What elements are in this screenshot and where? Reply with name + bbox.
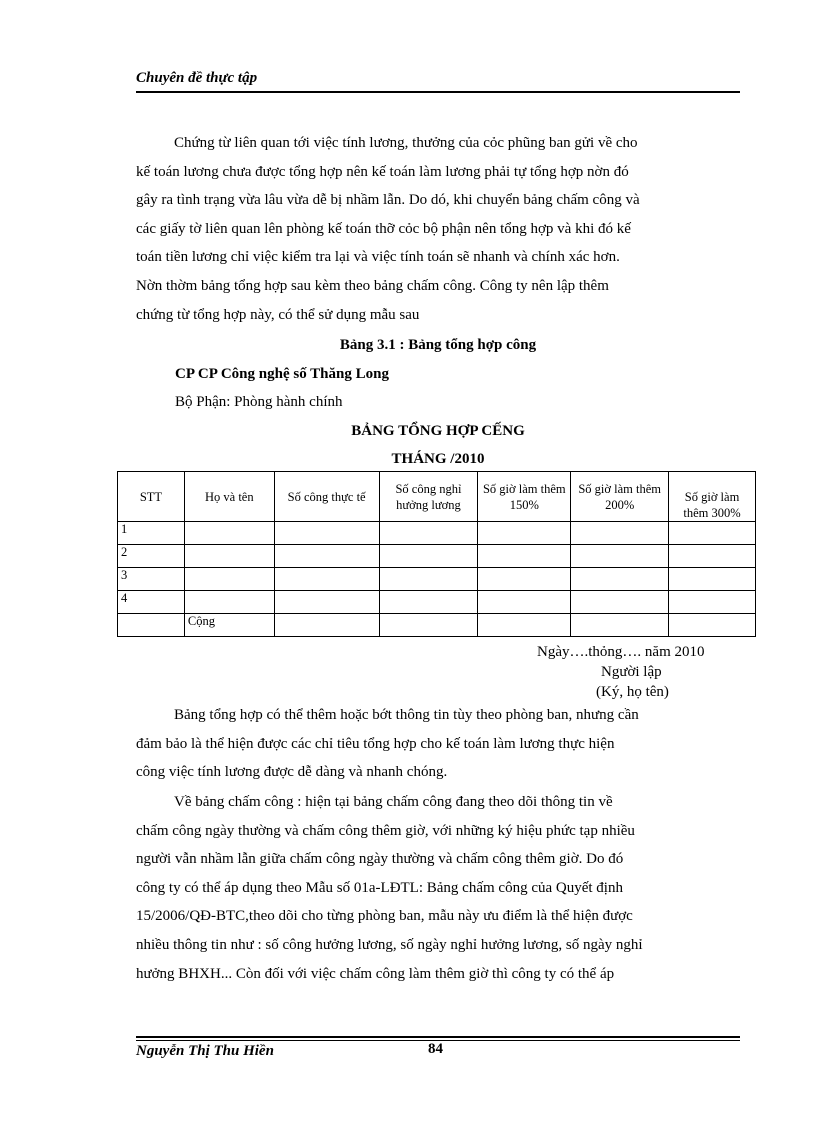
paragraph-line: đảm bảo là thể hiện được các chỉ tiêu tổng hợp cho kế toán làm lương thực hiện <box>136 735 615 752</box>
signature-role: Người lập <box>601 664 662 680</box>
table-cell <box>478 522 571 545</box>
page-header-title: Chuyên đề thực tập <box>136 70 258 86</box>
table-cell <box>118 614 185 637</box>
table-cell <box>184 591 274 614</box>
table-cell <box>379 591 478 614</box>
col-header-overtime-300: Số giờ làm thêm 300% <box>669 472 756 522</box>
paragraph-line: công việc tính lương được dễ dàng và nhanh chóng. <box>136 764 448 781</box>
signature-date: Ngày….thỏng…. năm 2010 <box>537 644 705 660</box>
signature-note: (Ký, họ tên) <box>596 684 669 700</box>
paragraph-line: nhiều thông tin như : số công hưởng lương, số ngày nghỉ hưởng lương, số ngày nghỉ <box>136 936 643 953</box>
table-cell <box>669 545 756 568</box>
paragraph-line: 15/2006/QĐ-BTC,theo dõi cho từng phòng ban, mẫu này ưu điểm là thể hiện được <box>136 908 633 925</box>
summary-table <box>117 471 756 637</box>
paragraph-line: Nờn thờm bảng tổng hợp sau kèm theo bảng chấm công. Công ty nên lập thêm <box>136 277 609 294</box>
table-cell <box>571 568 669 591</box>
col-header-overtime-200: Số giờ làm thêm 200% <box>571 472 669 522</box>
paragraph-line: gây ra tình trạng vừa lâu vừa dễ bị nhầm lẫn. Do dó, khi chuyển bảng chấm công và <box>136 192 640 209</box>
col-header-overtime-150: Số giờ làm thêm 150% <box>478 472 571 522</box>
footer-author: Nguyễn Thị Thu Hiền <box>136 1043 274 1059</box>
table-title: BẢNG TỔNG HỢP CẾNG <box>351 423 525 439</box>
table-cell <box>184 522 274 545</box>
col-header-stt: STT <box>118 472 185 522</box>
table-cell <box>274 614 379 637</box>
table-cell <box>478 568 571 591</box>
paragraph-2 <box>136 701 740 787</box>
paragraph-line: toán tiền lương chỉ việc kiểm tra lại và việc tính toán sẽ nhanh và chính xác hơn. <box>136 249 620 266</box>
table-total-row <box>118 614 756 637</box>
table-cell <box>669 522 756 545</box>
table-cell <box>274 545 379 568</box>
department-name: Bộ Phận: Phòng hành chính <box>175 394 343 410</box>
col-header-name: Họ và tên <box>184 472 274 522</box>
table-cell <box>669 568 756 591</box>
paragraph-line: hưởng BHXH... Còn đối với việc chấm công làm thêm giờ thì công ty có thể áp <box>136 965 615 982</box>
table-cell <box>184 545 274 568</box>
table-cell <box>274 591 379 614</box>
table-cell: 1 <box>118 522 185 545</box>
page-number: 84 <box>428 1041 443 1057</box>
company-name: CP CP Công nghệ số Thăng Long <box>175 366 389 382</box>
table-row <box>118 522 756 545</box>
table-cell: Cộng <box>184 614 274 637</box>
table-cell <box>184 568 274 591</box>
table-row <box>118 568 756 591</box>
table-row <box>118 545 756 568</box>
col-header-paid-leave: Số công nghỉ hưởng lương <box>379 472 478 522</box>
paragraph-line: kế toán lương chưa được tổng hợp nên kế toán làm lương phải tự tổng hợp nờn đó <box>136 163 629 180</box>
table-cell <box>571 614 669 637</box>
paragraph-1 <box>136 129 740 329</box>
table-cell: 2 <box>118 545 185 568</box>
table-cell <box>669 614 756 637</box>
table-cell <box>669 591 756 614</box>
paragraph-line: chứng từ tổng hợp này, có thể sử dụng mẫu sau <box>136 306 420 323</box>
paragraph-line: chấm công ngày thường và chấm công thêm giờ, với những ký hiệu phức tạp nhiều <box>136 822 635 839</box>
table-cell <box>379 614 478 637</box>
paragraph-line: người vẫn nhầm lẫn giữa chấm công ngày thường và chấm công thêm giờ. Do đó <box>136 851 624 868</box>
paragraph-line: công ty có thể áp dụng theo Mẫu số 01a-LĐTL: Bảng chấm công của Quyết định <box>136 879 623 896</box>
table-cell <box>478 591 571 614</box>
paragraph-line: Chứng từ liên quan tới việc tính lương, thưởng của cỏc phũng ban gửi về cho <box>174 135 638 151</box>
table-caption: Bảng 3.1 : Bảng tổng hợp công <box>339 337 537 353</box>
table-cell: 4 <box>118 591 185 614</box>
table-cell <box>571 522 669 545</box>
table-cell: 3 <box>118 568 185 591</box>
paragraph-line: Về bảng chấm công : hiện tại bảng chấm công đang theo dõi thông tin về <box>174 794 613 810</box>
paragraph-3 <box>136 788 740 988</box>
table-month: THÁNG /2010 <box>391 451 485 467</box>
paragraph-line: Bảng tổng hợp có thể thêm hoặc bớt thông tin tùy theo phòng ban, nhưng cần <box>174 707 639 723</box>
table-row <box>118 591 756 614</box>
table-cell <box>571 591 669 614</box>
table-cell <box>478 545 571 568</box>
table-cell <box>274 522 379 545</box>
table-cell <box>571 545 669 568</box>
header-rule <box>136 91 740 93</box>
table-cell <box>379 545 478 568</box>
table-cell <box>478 614 571 637</box>
table-cell <box>274 568 379 591</box>
table-header-row <box>118 472 756 522</box>
paragraph-line: các giấy tờ liên quan lên phòng kế toán thỡ cỏc bộ phận nên tổng hợp và khi đó kế <box>136 220 631 237</box>
table-cell <box>379 522 478 545</box>
table-cell <box>379 568 478 591</box>
col-header-actual-days: Số công thực tế <box>274 472 379 522</box>
footer-rule <box>136 1036 740 1038</box>
